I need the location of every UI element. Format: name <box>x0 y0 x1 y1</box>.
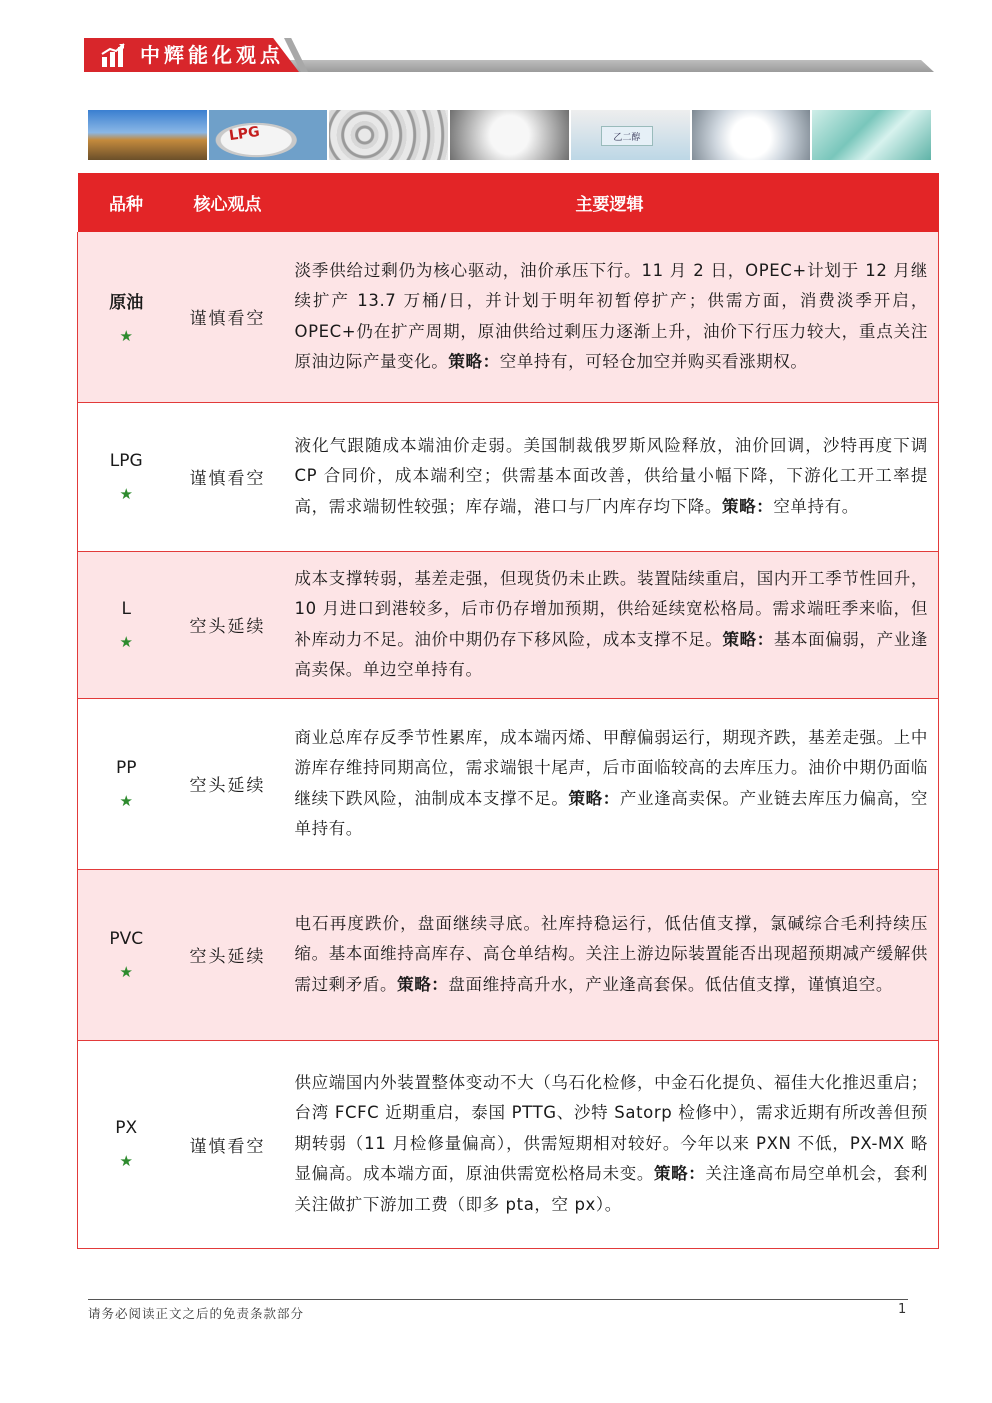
logic-text <box>295 431 929 523</box>
variety-cell <box>78 698 175 869</box>
table-row <box>78 869 939 1040</box>
strategy-label: 策略： <box>448 352 500 372</box>
logic-cell <box>281 698 939 869</box>
star-icon: ★ <box>119 791 133 810</box>
star-icon: ★ <box>119 632 133 651</box>
table-row <box>78 1040 939 1248</box>
logic-text <box>295 909 929 1001</box>
lpg-tank-label: LPG <box>227 123 261 145</box>
variety-name: 原油 <box>109 293 144 314</box>
star-icon: ★ <box>119 962 133 981</box>
outlook-table <box>77 173 939 1249</box>
core-view: 谨慎看空 <box>175 402 281 551</box>
bar-chart-icon <box>100 42 126 68</box>
star-icon: ★ <box>119 1152 133 1170</box>
core-view: 空头延续 <box>175 869 281 1040</box>
variety-name: PVC <box>109 928 144 949</box>
table-row <box>78 232 939 402</box>
strategy-text: 基本面偏弱，产业逢高卖保。单边空单持有。 <box>294 629 928 679</box>
glycol-bottle-image <box>571 110 690 160</box>
logic-body: 商业总库存反季节性累库，成本端丙烯、甲醇偏弱运行，期现齐跌，基差走强。上中游库存维持同期高位，需求端银十尾声，后市面临较高的去库压力。油价中期仍面临继续下跌风险，油制成本支撑不足。 <box>294 727 928 808</box>
star-icon: ★ <box>119 327 133 346</box>
glass-sheets-image <box>812 110 931 160</box>
table-row <box>78 551 939 698</box>
logic-body: 成本支撑转弱，基差走强，但现货仍未止跌。装置陆续重启，国内开工季节性回升，10 月进口到港较多，后市仍存增加预期，供给延续宽松格局。需求端旺季来临，但补库动力不足。油价中期仍存下移风险，成本支撑不足。 <box>294 568 928 649</box>
header-main-logic: 主要逻辑 <box>281 173 939 232</box>
footer-disclaimer: 请务必阅读正文之后的免责条款部分 <box>88 1306 305 1321</box>
plastic-pellets-image <box>450 110 569 160</box>
logic-text <box>295 1068 929 1221</box>
logic-body: 液化气跟随成本端油价走弱。美国制裁俄罗斯风险释放，油价回调，沙特再度下调 CP 合同价，成本端利空；供需基本面改善，供给量小幅下降，下游化工开工率提高，需求端韧性较强；库存端，港口与厂内库存均下降。 <box>294 435 928 516</box>
product-image-strip <box>88 110 931 160</box>
logic-body: 电石再度跌价，盘面继续寻底。社库持稳运行，低估值支撑，氯碱综合毛利持续压缩。基本面维持高库存、高仓单结构。关注上游边际装置能否出现超预期减产缓解供需过剩矛盾。 <box>294 913 928 994</box>
strategy-label: 策略： <box>654 1164 706 1184</box>
footer-divider <box>88 1299 908 1300</box>
table-row <box>78 698 939 869</box>
logic-cell <box>281 551 939 698</box>
logic-cell <box>281 869 939 1040</box>
logic-cell <box>281 232 939 402</box>
core-view: 空头延续 <box>175 698 281 869</box>
logic-body: 供应端国内外装置整体变动不大（乌石化检修，中金石化提负、福佳大化推迟重启；台湾 FCFC 近期重启，泰国 PTTG、沙特 Satorp 检修中），需求近期有所改善但预期转弱（11 月检修量偏高），供需短期相对较好。今年以来 PXN 不低，PX-MX 略显偏高。成本端方面，原油供需宽松格局未变。 <box>294 1072 928 1184</box>
variety-cell <box>78 869 175 1040</box>
strategy-text: 产业逢高卖保。产业链去库压力偏高，空单持有。 <box>294 788 928 838</box>
header-gray-band <box>289 60 934 72</box>
table-row <box>78 402 939 551</box>
variety-name: PP <box>115 757 137 778</box>
oil-pump-image <box>88 110 207 160</box>
header-title: 中辉能化观点 <box>140 43 284 67</box>
header-banner <box>84 38 934 74</box>
variety-cell <box>78 551 175 698</box>
core-view: 谨慎看空 <box>175 1040 281 1248</box>
logic-text <box>295 723 929 845</box>
variety-name: L <box>121 598 131 619</box>
strategy-text: 盘面维持高升水，产业逢高套保。低估值支撑，谨慎追空。 <box>448 974 894 994</box>
variety-name: LPG <box>109 450 143 471</box>
strategy-label: 策略： <box>722 629 774 649</box>
logic-cell <box>281 402 939 551</box>
header-variety: 品种 <box>78 173 175 232</box>
star-icon: ★ <box>119 484 133 503</box>
logic-text <box>295 256 929 378</box>
white-granules-image <box>692 110 811 160</box>
strategy-text: 空单持有。 <box>773 496 859 516</box>
strategy-text: 空单持有，可轻仓加空并购买看涨期权。 <box>499 352 808 372</box>
variety-cell <box>78 402 175 551</box>
page-number: 1 <box>898 1302 907 1317</box>
strategy-label: 策略： <box>568 788 620 808</box>
variety-cell <box>78 232 175 402</box>
glycol-bottle-label: 乙二醇 <box>601 126 653 146</box>
table-header-row <box>78 173 939 232</box>
strategy-label: 策略： <box>397 974 449 994</box>
variety-name: PX <box>115 1118 138 1138</box>
variety-cell <box>78 1040 175 1248</box>
strategy-label: 策略： <box>722 496 774 516</box>
logic-cell <box>281 1040 939 1248</box>
strategy-text: 关注逢高布局空单机会，套利关注做扩下游加工费（即多 pta，空 px）。 <box>294 1164 928 1214</box>
header-core-view: 核心观点 <box>175 173 281 232</box>
core-view: 空头延续 <box>175 551 281 698</box>
logic-text <box>295 564 929 686</box>
pvc-pipes-image <box>329 110 448 160</box>
logic-body: 淡季供给过剩仍为核心驱动，油价承压下行。11 月 2 日，OPEC+计划于 12 月继续扩产 13.7 万桶/日，并计划于明年初暂停扩产；供需方面，消费淡季开启，OPEC+仍在扩产周期，原油供给过剩压力逐渐上升，油价下行压力较大，重点关注原油边际产量变化。 <box>294 260 928 372</box>
lpg-tank-image <box>209 110 328 160</box>
core-view: 谨慎看空 <box>175 232 281 402</box>
